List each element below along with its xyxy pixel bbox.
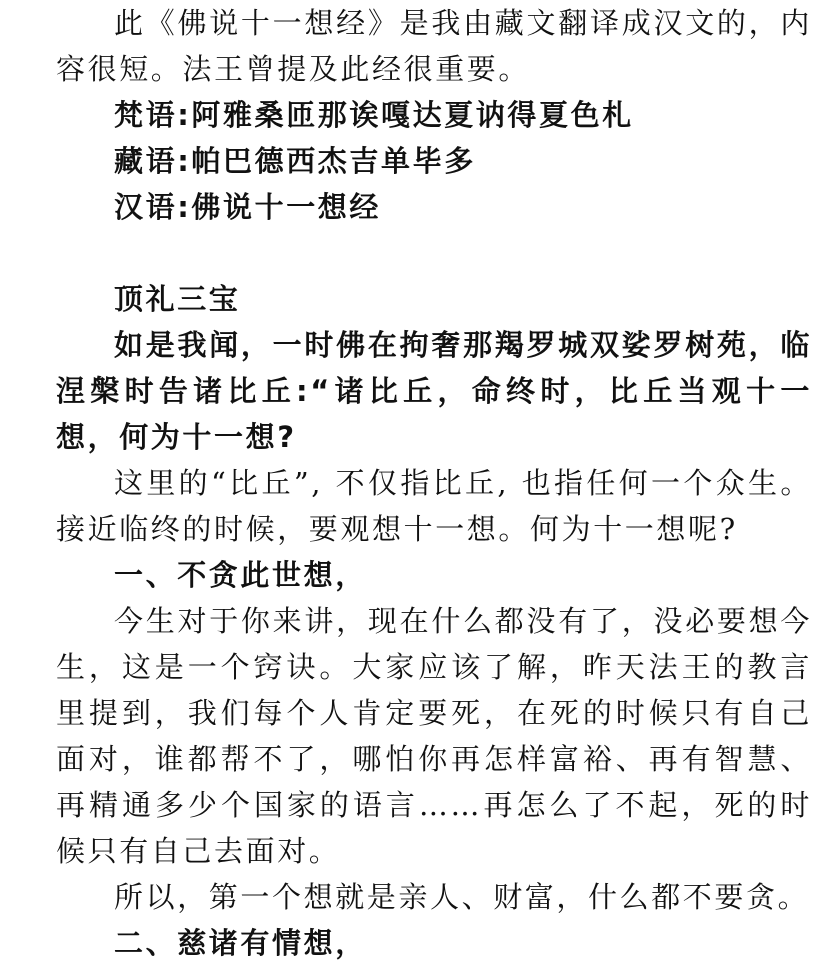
blank-line xyxy=(56,230,812,276)
point-2-heading: 二、慈诸有情想， xyxy=(114,926,367,960)
intro-paragraph: 此《佛说十一想经》是我由藏文翻译成汉文的，内容很短。法王曾提及此经很重要。 xyxy=(56,6,812,86)
chinese-title: 汉语:佛说十一想经 xyxy=(114,190,381,224)
sutra-opening: 如是我闻，一时佛在拘奢那羯罗城双娑罗树苑，临涅槃时告诸比丘:“诸比丘，命终时，比丘当观十一想，何为十一想? xyxy=(56,328,812,454)
point-1-body: 今生对于你来讲，现在什么都没有了，没必要想今生，这是一个窍诀。大家应该了解，昨天法王的教言里提到，我们每个人肯定要死，在死的时候只有自己面对，谁都帮不了，哪怕你再怎样富裕、再有智慧、再精通多少个国家的语言……再怎么了不起，死的时候只有自己去面对。 xyxy=(56,604,812,868)
point-1-heading: 一、不贪此世想， xyxy=(114,558,367,592)
homage-line: 顶礼三宝 xyxy=(114,282,241,316)
point-1-conclusion: 所以，第一个想就是亲人、财富，什么都不要贪。 xyxy=(114,880,810,914)
sanskrit-title: 梵语:阿雅桑匝那诶嘎达夏讷得夏色札 xyxy=(114,98,634,132)
tibetan-title: 藏语:帕巴德西杰吉单毕多 xyxy=(114,144,476,178)
document-page xyxy=(56,0,812,966)
explanation-paragraph: 这里的“比丘”, 不仅指比丘, 也指任何一个众生。接近临终的时候，要观想十一想。何为十一想呢? xyxy=(56,466,812,546)
